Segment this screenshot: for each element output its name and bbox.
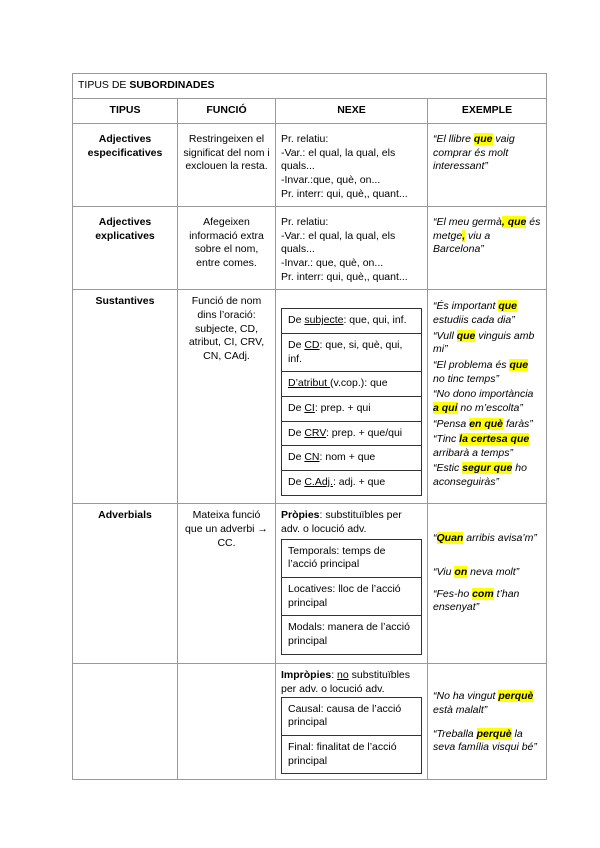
nexe-boxes xyxy=(281,697,422,775)
example-cell: “El meu germà, que és metge, viu a Barcelona” xyxy=(428,207,547,290)
type-cell: Adjectives especificatives xyxy=(73,124,178,207)
example-line: “El problema és que no tinc temps” xyxy=(433,358,529,385)
nexe-cell xyxy=(276,664,428,780)
row-especificatives xyxy=(73,124,547,207)
nexe-line: Pr. interr: qui, què,, quant... xyxy=(281,270,408,283)
header-exemple: EXEMPLE xyxy=(428,99,547,124)
nexe-box: De C.Adj.: adj. + que xyxy=(288,475,386,488)
example-line: “Quan arribis avisa’m” xyxy=(433,532,537,545)
table-title: TIPUS DE SUBORDINADES xyxy=(73,74,547,99)
example-cell xyxy=(428,504,547,664)
nexe-box: De CRV: prep. + que/qui xyxy=(282,422,421,447)
function-cell-empty xyxy=(178,664,276,780)
nexe-cell xyxy=(276,290,428,504)
nexe-boxes xyxy=(281,539,422,655)
type-cell: Adverbials xyxy=(73,504,178,664)
nexe-box: D’atribut (v.cop.): que xyxy=(282,372,421,397)
nexe-cell xyxy=(276,207,428,290)
example-line: “Vull que vinguis amb mi” xyxy=(433,329,535,356)
nexe-line: Pr. relatiu: xyxy=(281,216,329,229)
example-cell: “El llibre que vaig comprar és molt interessant” xyxy=(428,124,547,207)
subordinades-table xyxy=(72,73,547,780)
nexe-box: De CI: prep. + qui xyxy=(282,397,421,422)
row-sustantives xyxy=(73,290,547,504)
example-line: “No dono importància a qui no m’escolta” xyxy=(433,388,534,414)
type-cell: Sustantives xyxy=(73,290,178,504)
nexe-line: -Var.: el qual, la qual, els quals... xyxy=(281,229,396,256)
function-cell: Restringeixen el significat del nom i exclouen la resta. xyxy=(178,124,276,207)
row-adverbials-impropies xyxy=(73,664,547,780)
header-nexe: NEXE xyxy=(276,99,428,124)
nexe-box: De CN: nom + que xyxy=(282,446,421,471)
example-line: “És important que estudiis cada dia” xyxy=(433,300,518,327)
example-cell xyxy=(428,290,547,504)
example-line: “Estic segur que ho aconseguiràs” xyxy=(433,462,527,489)
type-cell: Adjectives explicatives xyxy=(73,207,178,290)
nexe-box: Causal: causa de l’acció principal xyxy=(282,698,421,736)
example-line: “Fes-ho com t’han ensenyat” xyxy=(433,587,520,614)
example-line: “Pensa en què faràs” xyxy=(433,417,533,430)
nexe-box: Temporals: temps de l’acció principal xyxy=(282,540,421,578)
nexe-line: -Invar.:que, què, on... xyxy=(281,173,381,186)
nexe-box: De CD: que, si, què, qui, inf. xyxy=(282,334,421,372)
example-line: “Viu on neva molt” xyxy=(433,566,520,579)
function-cell: Funció de nom dins l’oració: subjecte, CD, atribut, CI, CRV, CN, CAdj. xyxy=(178,290,276,504)
row-adverbials xyxy=(73,504,547,664)
header-tipus: TIPUS xyxy=(73,99,178,124)
example-line: “No ha vingut perquè està malalt” xyxy=(433,690,534,717)
nexe-cell xyxy=(276,124,428,207)
type-cell-empty xyxy=(73,664,178,780)
header-funcio: FUNCIÓ xyxy=(178,99,276,124)
nexe-box: Modals: manera de l’acció principal xyxy=(288,621,410,647)
nexe-box: De subjecte: que, qui, inf. xyxy=(282,309,421,334)
row-explicatives xyxy=(73,207,547,290)
nexe-line: Pr. relatiu: xyxy=(281,133,329,145)
example-cell xyxy=(428,664,547,780)
propies-label: Pròpies: substituïbles per adv. o locució adv. xyxy=(281,509,402,536)
example-line: “Tinc la certesa que arribarà a temps” xyxy=(433,433,530,459)
impropies-label: Impròpies: no substituïbles per adv. o locució adv. xyxy=(281,669,411,696)
example-line: “Treballa perquè la seva família visqui bé” xyxy=(433,727,537,754)
nexe-line: Pr. interr: qui, què,, quant... xyxy=(281,187,408,200)
nexe-cell xyxy=(276,504,428,664)
nexe-box: Final: finalitat de l’acció principal xyxy=(288,740,397,767)
nexe-boxes xyxy=(281,308,422,495)
nexe-line: -Var.: el qual, la qual, els quals... xyxy=(281,146,396,173)
function-cell: Mateixa funció que un adverbi → CC. xyxy=(178,504,276,664)
nexe-box: Locatives: lloc de l’acció principal xyxy=(282,578,421,616)
nexe-line: -Invar.: que, què, on... xyxy=(281,257,384,270)
function-cell: Afegeixen informació extra sobre el nom, entre comes. xyxy=(178,207,276,290)
